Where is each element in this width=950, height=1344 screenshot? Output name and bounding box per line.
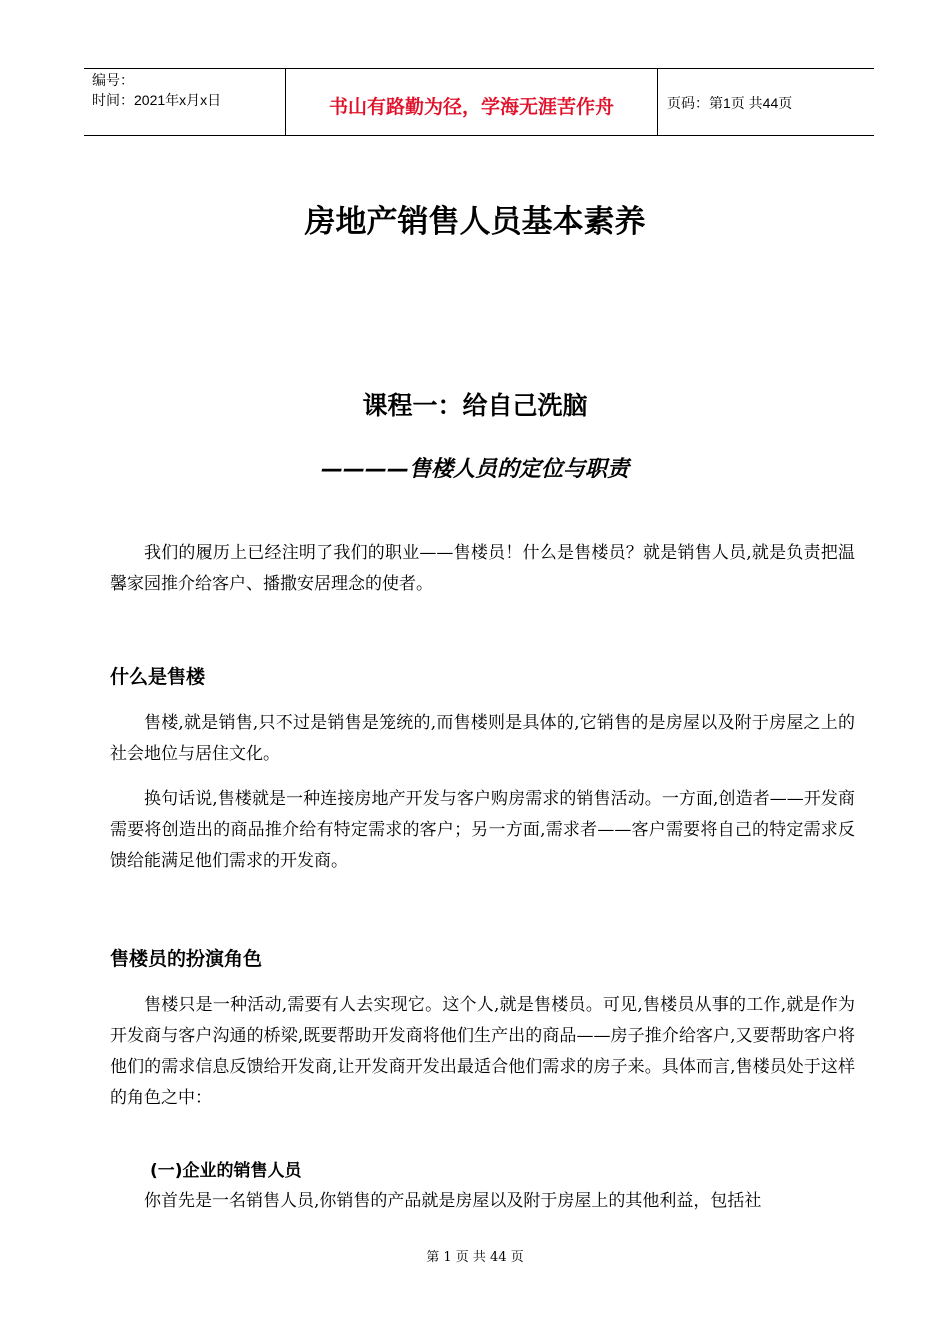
course-title: 课程一：给自己洗脑 (362, 391, 588, 420)
header-bottom-rule (84, 135, 874, 136)
header-page-label: 页码：第1页 共44页 (667, 95, 793, 111)
section2-paragraph-1: 售楼只是一种活动,需要有人去实现它。这个人,就是售楼员。可见,售楼员从事的工作,就是作为开发商与客户沟通的桥梁,既要帮助开发商将他们生产出的商品——房子推介给客户,又要帮助客户将他们的需求信息反馈给开发商,让开发商开发出最适合他们需求的房子来。具体而言,售楼员处于这样的角色之中： (110, 995, 855, 1108)
header-meta (92, 70, 221, 110)
header-top-rule (84, 68, 874, 69)
header-divider-right (657, 68, 658, 136)
section-heading-what-is-selling: 什么是售楼 (110, 666, 206, 688)
section1-paragraph-1: 售楼,就是销售,只不过是销售是笼统的,而售楼则是具体的,它销售的是房屋以及附于房屋之上的社会地位与居住文化。 (110, 713, 855, 764)
subsection-heading-enterprise-sales: (一)企业的销售人员 (150, 1161, 302, 1181)
section1-paragraph-2: 换句话说,售楼就是一种连接房地产开发与客户购房需求的销售活动。一方面,创造者——开发商需要将创造出的商品推介给有特定需求的客户；另一方面,需求者——客户需要将自己的特定需求反馈给能满足他们需求的开发商。 (110, 789, 855, 871)
page-footer: 第 1 页 共 44 页 (426, 1250, 524, 1265)
course-subtitle: ————售楼人员的定位与职责 (320, 457, 629, 482)
document-title: 房地产销售人员基本素养 (304, 204, 646, 240)
header-time-label: 时间：2021年x月x日 (92, 92, 222, 108)
intro-paragraph: 我们的履历上已经注明了我们的职业——售楼员！什么是售楼员？就是销售人员,就是负责把温馨家园推介给客户、播撒安居理念的使者。 (110, 543, 855, 594)
header-motto: 书山有路勤为径，学海无涯苦作舟 (328, 96, 614, 118)
subsection-paragraph-1: 你首先是一名销售人员,你销售的产品就是房屋以及附于房屋上的其他利益，包括社 (144, 1191, 762, 1211)
section-heading-salesperson-role: 售楼员的扮演角色 (110, 948, 263, 970)
header-number-label: 编号： (92, 72, 134, 88)
